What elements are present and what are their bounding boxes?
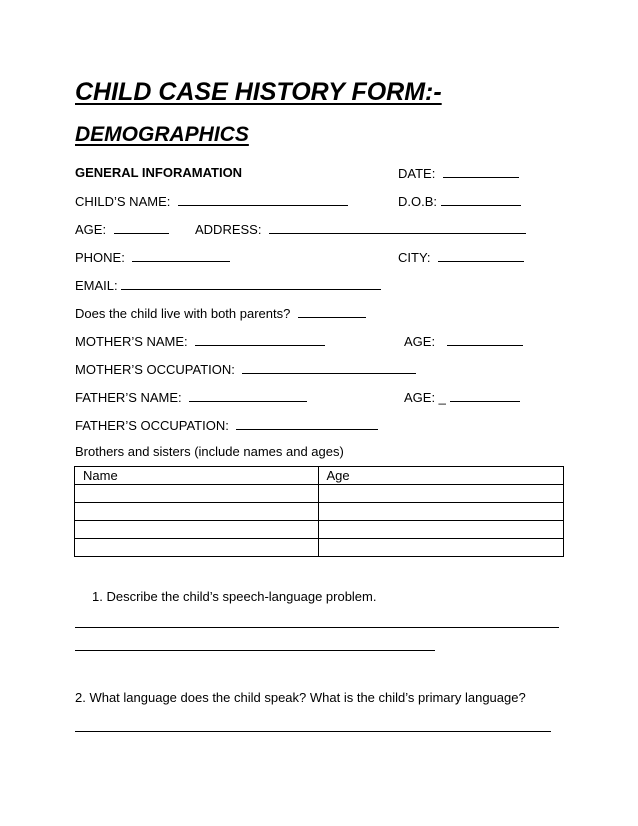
father-name-label: FATHER’S NAME:	[75, 390, 182, 405]
mother-age-label: AGE:	[404, 334, 436, 349]
sibling-age-cell[interactable]	[318, 503, 563, 521]
age-field[interactable]	[75, 221, 169, 238]
father-name-field[interactable]	[75, 389, 307, 406]
address-field[interactable]	[195, 221, 526, 238]
table-header-row	[75, 467, 564, 485]
question-2-label: 2. What language does the child speak? What is the child’s primary language?	[75, 690, 526, 705]
mother-occupation-label: MOTHER’S OCCUPATION:	[75, 362, 235, 377]
email-input-line[interactable]	[121, 277, 381, 290]
name-column-header: Name	[75, 467, 319, 485]
table-row	[75, 485, 564, 503]
address-label: ADDRESS:	[195, 222, 262, 237]
mother-age-input-line[interactable]	[447, 333, 523, 346]
father-occupation-label: FATHER’S OCCUPATION:	[75, 418, 229, 433]
siblings-label: Brothers and sisters (include names and ages)	[75, 444, 344, 459]
table-row	[75, 521, 564, 539]
age-input-line[interactable]	[114, 221, 169, 234]
phone-input-line[interactable]	[132, 249, 230, 262]
mother-name-label: MOTHER’S NAME:	[75, 334, 188, 349]
question-1-answer-line-2[interactable]	[75, 650, 435, 651]
table-row	[75, 539, 564, 557]
father-age-field[interactable]	[404, 389, 520, 406]
email-field[interactable]	[75, 277, 381, 294]
dob-label: D.O.B:	[398, 194, 438, 209]
sibling-name-cell[interactable]	[75, 485, 319, 503]
both-parents-input-line[interactable]	[298, 305, 366, 318]
sibling-name-cell[interactable]	[75, 503, 319, 521]
siblings-table	[74, 466, 564, 557]
both-parents-label: Does the child live with both parents?	[75, 306, 291, 321]
city-label: CITY:	[398, 250, 431, 265]
father-occupation-field[interactable]	[75, 417, 378, 434]
sibling-name-cell[interactable]	[75, 521, 319, 539]
city-field[interactable]	[398, 249, 524, 266]
sibling-age-cell[interactable]	[318, 485, 563, 503]
date-label: DATE:	[398, 166, 436, 181]
question-2-answer-line[interactable]	[75, 731, 551, 732]
father-age-input-line[interactable]	[450, 389, 520, 402]
table-row	[75, 503, 564, 521]
general-information-heading: GENERAL INFORAMATION	[75, 165, 243, 180]
dob-input-line[interactable]	[441, 193, 521, 206]
question-1-label: 1. Describe the child’s speech-language problem.	[92, 589, 377, 604]
email-label: EMAIL:	[75, 278, 118, 293]
dob-field[interactable]	[398, 193, 521, 210]
sibling-age-cell[interactable]	[318, 539, 563, 557]
child-name-input-line[interactable]	[178, 193, 348, 206]
question-1-answer-line-1[interactable]	[75, 627, 559, 628]
mother-name-input-line[interactable]	[195, 333, 325, 346]
mother-name-field[interactable]	[75, 333, 325, 350]
father-occupation-input-line[interactable]	[236, 417, 378, 430]
age-label: AGE:	[75, 222, 107, 237]
child-name-field[interactable]	[75, 193, 348, 210]
sibling-name-cell[interactable]	[75, 539, 319, 557]
child-name-label: CHILD’S NAME:	[75, 194, 171, 209]
mother-occupation-input-line[interactable]	[242, 361, 416, 374]
mother-occupation-field[interactable]	[75, 361, 416, 378]
address-input-line[interactable]	[269, 221, 526, 234]
age-column-header: Age	[318, 467, 563, 485]
sibling-age-cell[interactable]	[318, 521, 563, 539]
mother-age-field[interactable]	[404, 333, 523, 350]
both-parents-field[interactable]	[75, 305, 366, 322]
phone-label: PHONE:	[75, 250, 125, 265]
form-title: CHILD CASE HISTORY FORM:-	[75, 78, 442, 106]
phone-field[interactable]	[75, 249, 230, 266]
date-field[interactable]	[398, 165, 519, 182]
city-input-line[interactable]	[438, 249, 524, 262]
section-title-demographics: DEMOGRAPHICS	[75, 123, 249, 146]
date-input-line[interactable]	[443, 165, 519, 178]
father-name-input-line[interactable]	[189, 389, 307, 402]
father-age-label: AGE: _	[404, 390, 446, 405]
